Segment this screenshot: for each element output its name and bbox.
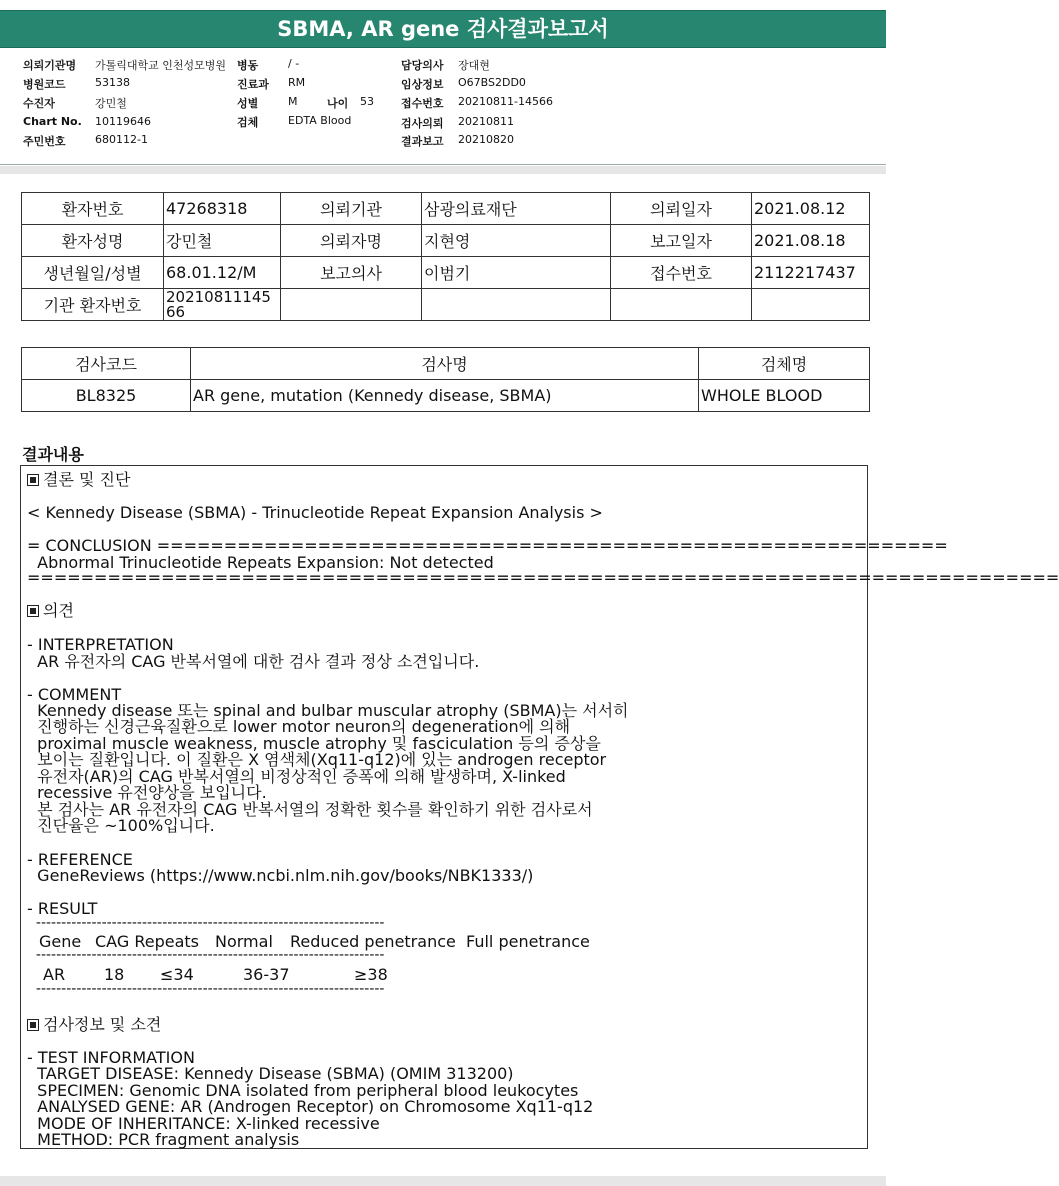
hospital-label: 의뢰기관명: [23, 59, 77, 72]
birth-sex-label: 생년월일/성별: [22, 257, 164, 289]
conclusion-head: = CONCLUSION ===========================================================: [27, 536, 948, 555]
reporting-doctor-label: 보고의사: [281, 257, 422, 289]
result-report-value: 20210820: [458, 133, 514, 146]
empty-cell: [611, 289, 752, 321]
specimen-name-value: WHOLE BLOOD: [699, 380, 870, 412]
birth-sex-value: 68.01.12/M: [164, 257, 281, 289]
age-label: 나이: [327, 97, 349, 110]
empty-cell: [422, 289, 611, 321]
testinfo-line: SPECIMEN: Genomic DNA isolated from peripheral blood leukocytes: [27, 1081, 579, 1100]
patient-no-value: 47268318: [164, 193, 281, 225]
receipt-no-value: 20210811-14566: [458, 95, 553, 108]
table-row: [22, 289, 870, 321]
request-date-value: 2021.08.12: [752, 193, 870, 225]
comment-line: recessive 유전양상을 보입니다.: [27, 783, 267, 802]
patient-no-label: 환자번호: [22, 193, 164, 225]
table-row: [22, 257, 870, 289]
comment-line: proximal muscle weakness, muscle atrophy 및 fasciculation 등의 증상을: [27, 734, 601, 753]
result-section-title: 결과내용: [22, 445, 84, 464]
header-divider: [0, 164, 886, 165]
square-bullet-icon: [27, 1019, 39, 1031]
comment-line: 유전자(AR)의 CAG 반복서열의 비정상적인 증폭에 의해 발생하며, X-linked: [27, 767, 566, 786]
opinion-section-title: 의견: [43, 601, 74, 620]
accession-no-value: 2112217437: [752, 257, 870, 289]
testinfo-line: MODE OF INHERITANCE: X-linked recessive: [27, 1114, 380, 1133]
requester-label: 의뢰자명: [281, 225, 422, 257]
report-header: [0, 52, 886, 162]
comment-line: 보이는 질환입니다. 이 질환은 X 염색체(Xq11-q12)에 있는 androgen receptor: [27, 750, 607, 769]
clinical-info-value: O67BS2DD0: [458, 76, 526, 89]
hospital-value: 가톨릭대학교 인천성모병원: [95, 59, 227, 72]
conclusion-body: Abnormal Trinucleotide Repeats Expansion: Not detected: [27, 553, 494, 572]
reference-head: - REFERENCE: [27, 850, 133, 869]
request-date-label: 의뢰일자: [611, 193, 752, 225]
report-title: SBMA, AR gene 검사결과보고서: [0, 10, 886, 48]
result-col-normal: Normal: [215, 932, 273, 951]
patient-value: 강민철: [95, 97, 127, 110]
testinfo-section-title: 검사정보 및 소견: [43, 1015, 162, 1034]
test-request-label: 검사의뢰: [401, 117, 444, 130]
square-bullet-icon: [27, 474, 39, 486]
header-band: [0, 166, 886, 174]
doctor-value: 장대현: [458, 59, 490, 72]
result-val-full: ≥38: [354, 965, 388, 984]
square-bullet-icon: [27, 605, 39, 617]
accession-no-label: 접수번호: [611, 257, 752, 289]
result-val-reduced: 36-37: [243, 965, 290, 984]
table-row: [22, 193, 870, 225]
analysis-title: < Kennedy Disease (SBMA) - Trinucleotide Repeat Expansion Analysis >: [27, 503, 603, 522]
age-value: 53: [360, 95, 374, 108]
test-name-value: AR gene, mutation (Kennedy disease, SBMA): [191, 380, 699, 412]
sex-label: 성별: [237, 97, 259, 110]
interpretation-body: AR 유전자의 CAG 반복서열에 대한 검사 결과 정상 소견입니다.: [27, 652, 480, 671]
comment-line: 진단율은 ~100%입니다.: [27, 816, 215, 835]
dash-line: ---------------------------------------------------------------------: [27, 915, 385, 931]
result-val-normal: ≤34: [160, 965, 194, 984]
dash-line: ---------------------------------------------------------------------: [27, 947, 385, 963]
comment-head: - COMMENT: [27, 685, 122, 704]
test-request-value: 20210811: [458, 115, 514, 128]
testinfo-head: - TEST INFORMATION: [27, 1048, 195, 1067]
interpretation-head: - INTERPRETATION: [27, 635, 174, 654]
comment-line: 본 검사는 AR 유전자의 CAG 반복서열의 정확한 횟수를 확인하기 위한 검사로서: [27, 800, 593, 819]
test-code-value: BL8325: [22, 380, 191, 412]
requesting-org-value: 삼광의료재단: [422, 193, 611, 225]
chart-no-value: 10119646: [95, 115, 151, 128]
result-col-reduced: Reduced penetrance: [290, 932, 456, 951]
test-name-header: 검사명: [191, 348, 699, 380]
test-table: [21, 347, 870, 412]
org-patient-no-value: 2021081114566: [164, 289, 281, 321]
resident-no-value: 680112-1: [95, 133, 148, 146]
conclusion-rule: =============================================================================: [27, 568, 1059, 587]
hospital-code-value: 53138: [95, 76, 130, 89]
ward-label: 병동: [237, 59, 259, 72]
result-head: - RESULT: [27, 899, 98, 918]
result-col-full: Full penetrance: [466, 932, 590, 951]
result-val-cag: 18: [104, 965, 125, 984]
footer-band: [0, 1176, 886, 1186]
empty-cell: [281, 289, 422, 321]
ward-value: / -: [288, 57, 300, 70]
hospital-code-label: 병원코드: [23, 78, 66, 91]
empty-cell: [752, 289, 870, 321]
patient-info-table: [21, 192, 870, 321]
testinfo-line: ANALYSED GENE: AR (Androgen Receptor) on Chromosome Xq11-q12: [27, 1097, 594, 1116]
department-label: 진료과: [237, 78, 269, 91]
table-row: [22, 380, 870, 412]
dash-line: ---------------------------------------------------------------------: [27, 981, 385, 997]
department-value: RM: [288, 76, 306, 89]
result-col-gene: Gene: [39, 932, 82, 951]
comment-line: 진행하는 신경근육질환으로 lower motor neuron의 degeneration에 의해: [27, 717, 571, 736]
conclusion-section-title: 결론 및 진단: [43, 470, 131, 489]
reporting-doctor-value: 이범기: [422, 257, 611, 289]
comment-line: Kennedy disease 또는 spinal and bulbar muscular atrophy (SBMA)는 서서히: [27, 701, 629, 720]
receipt-no-label: 접수번호: [401, 97, 444, 110]
table-row: [22, 225, 870, 257]
table-row: [22, 348, 870, 380]
report-date-label: 보고일자: [611, 225, 752, 257]
resident-no-label: 주민번호: [23, 135, 66, 148]
specimen-value: EDTA Blood: [288, 114, 352, 127]
specimen-label: 검체: [237, 116, 259, 129]
chart-no-label: Chart No.: [23, 115, 82, 128]
requester-value: 지현영: [422, 225, 611, 257]
reference-body: GeneReviews (https://www.ncbi.nlm.nih.gov/books/NBK1333/): [27, 866, 534, 885]
result-box: [20, 465, 1059, 1149]
testinfo-line: TARGET DISEASE: Kennedy Disease (SBMA) (OMIM 313200): [27, 1064, 514, 1083]
org-patient-no-label: 기관 환자번호: [22, 289, 164, 321]
clinical-info-label: 임상정보: [401, 78, 444, 91]
result-val-gene: AR: [43, 965, 66, 984]
sex-value: M: [288, 95, 298, 108]
doctor-label: 담당의사: [401, 59, 444, 72]
testinfo-line: METHOD: PCR fragment analysis: [27, 1130, 300, 1149]
patient-name-value: 강민철: [164, 225, 281, 257]
patient-name-label: 환자성명: [22, 225, 164, 257]
patient-label: 수진자: [23, 97, 55, 110]
result-col-cag: CAG Repeats: [95, 932, 199, 951]
result-report-label: 결과보고: [401, 135, 444, 148]
report-date-value: 2021.08.18: [752, 225, 870, 257]
requesting-org-label: 의뢰기관: [281, 193, 422, 225]
specimen-name-header: 검체명: [699, 348, 870, 380]
test-code-header: 검사코드: [22, 348, 191, 380]
